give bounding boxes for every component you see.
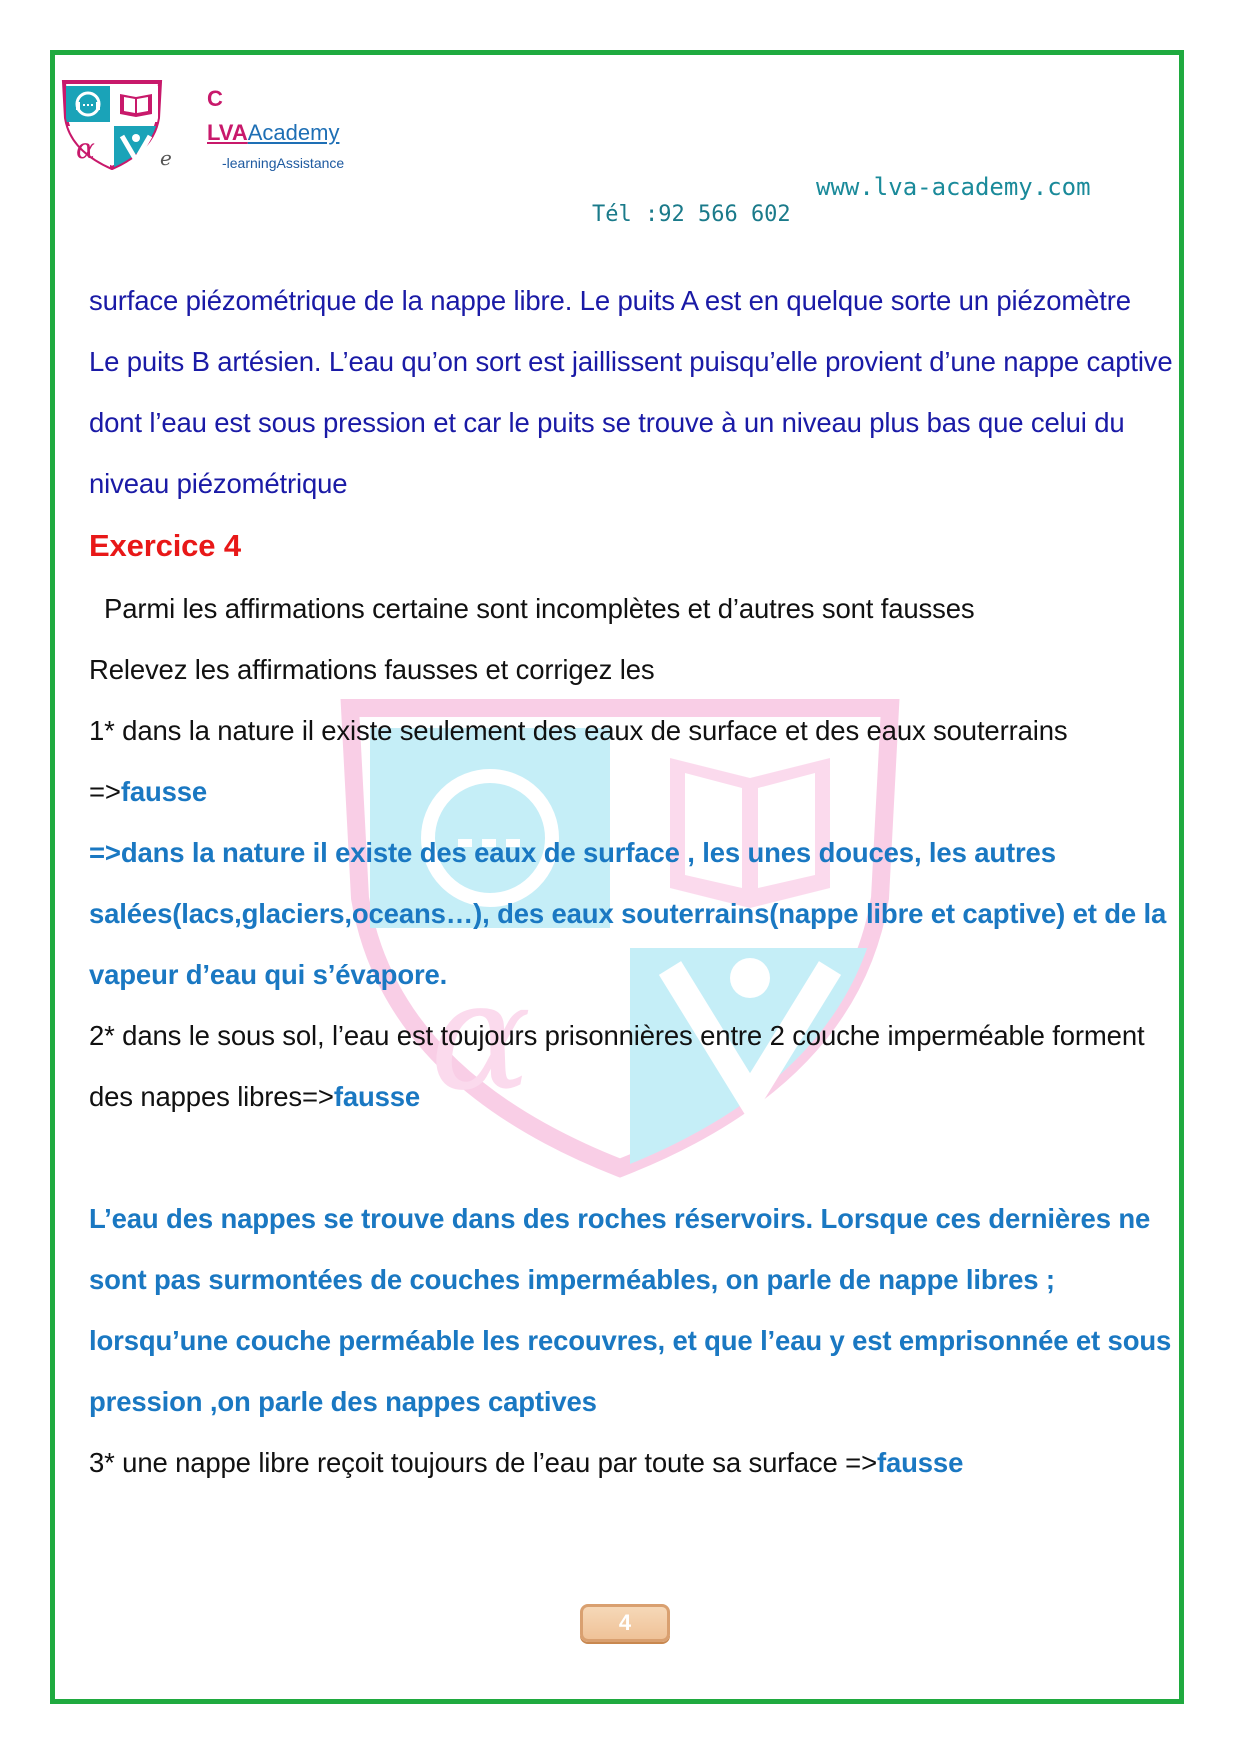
question-2-text: 2* dans le sous sol, l’eau est toujours prisonnières entre 2 couche imperméable forment des nappes libres=> [89, 1020, 1145, 1112]
question-3-verdict: fausse [876, 1447, 964, 1478]
brand-lva: LVA [207, 120, 248, 145]
question-1-text: 1* dans la nature il existe seulement des eaux de surface et des eaux souterrains => [89, 715, 1068, 807]
answer-1: =>dans la nature il existe des eaux de surface , les unes douces, les autres salées(lacs,glaciers,oceans…), des eaux souterrains(nappe libre et captive) et de la vapeur d’eau qui s’évapore. [89, 837, 1167, 990]
question-3-text: 3* une nappe libre reçoit toujours de l’eau par toute sa surface => [89, 1447, 877, 1478]
paragraph-piezometer: surface piézométrique de la nappe libre. Le puits A est en quelque sorte un piézomètre [89, 285, 1131, 316]
page-number-badge: 4 [580, 1604, 670, 1642]
exercise-title: Exercice 4 [89, 528, 241, 563]
book-icon [120, 94, 152, 117]
blank-line [89, 1127, 1179, 1188]
brand-initial: C [207, 86, 223, 111]
question-1 [89, 700, 1179, 822]
alpha-icon: α [76, 132, 95, 165]
question-2-verdict: fausse [333, 1081, 421, 1112]
exercise-intro: Parmi les affirmations certaine sont incomplètes et d’autres sont fausses [104, 593, 975, 624]
document-body [89, 270, 1179, 1493]
brand-academy: Academy [247, 120, 340, 145]
svg-text:α: α [430, 950, 532, 1124]
brand-name [207, 120, 339, 146]
lva-logo-shield-icon [58, 78, 166, 170]
exercise-instruction: Relevez les affirmations fausses et corrigez les [89, 654, 655, 685]
website-url: www.lva-academy.com [816, 173, 1091, 201]
question-1-verdict: fausse [120, 776, 208, 807]
answer-2: L’eau des nappes se trouve dans des roches réservoirs. Lorsque ces dernières ne sont pas surmontées de couches imperméables, on parle de nappe libres ; lorsqu’une couche perméable les recouvres, et que l’eau y est emprisonnée et sous pression ,on parle des nappes captives [89, 1203, 1172, 1417]
question-3 [89, 1432, 1179, 1493]
paragraph-artesian-well: Le puits B artésien. L’eau qu’on sort est jaillissent puisqu’elle provient d’une nappe captive dont l’eau est sous pression et car le puits se trouve à un niveau plus bas que celui du niveau piézométrique [89, 346, 1173, 499]
question-2 [89, 1005, 1179, 1127]
brand-tagline: -learningAssistance [222, 155, 345, 171]
phone-number: Tél :92 566 602 [592, 202, 791, 227]
logo-e: e [160, 146, 172, 170]
